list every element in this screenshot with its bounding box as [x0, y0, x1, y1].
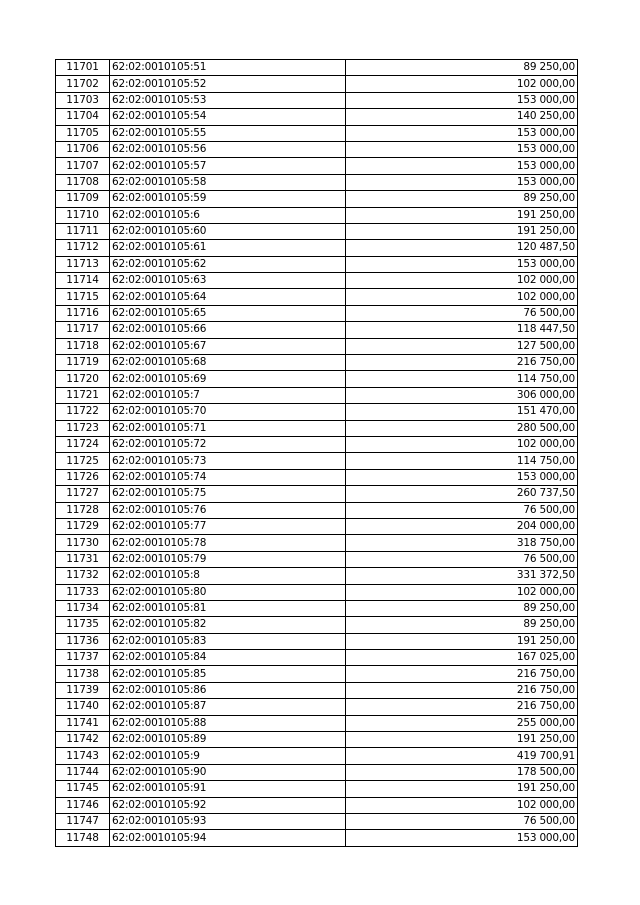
row-number-cell: 11739	[56, 682, 110, 698]
row-number-cell: 11720	[56, 371, 110, 387]
table-row	[56, 650, 578, 666]
cadastral-number-cell: 62:02:0010105:7	[110, 387, 346, 403]
table-row	[56, 158, 578, 174]
row-number-cell: 11729	[56, 518, 110, 534]
value-cell: 191 250,00	[346, 207, 578, 223]
row-number-cell: 11707	[56, 158, 110, 174]
cadastral-number-cell: 62:02:0010105:80	[110, 584, 346, 600]
row-number-cell: 11719	[56, 355, 110, 371]
value-cell: 102 000,00	[346, 273, 578, 289]
value-cell: 216 750,00	[346, 699, 578, 715]
cadastral-number-cell: 62:02:0010105:86	[110, 682, 346, 698]
table-row	[56, 289, 578, 305]
value-cell: 114 750,00	[346, 453, 578, 469]
table-row	[56, 633, 578, 649]
cadastral-number-cell: 62:02:0010105:52	[110, 76, 346, 92]
table-row	[56, 813, 578, 829]
cadastral-number-cell: 62:02:0010105:53	[110, 92, 346, 108]
value-cell: 102 000,00	[346, 584, 578, 600]
table-row	[56, 305, 578, 321]
table-row	[56, 191, 578, 207]
value-cell: 102 000,00	[346, 289, 578, 305]
cadastral-number-cell: 62:02:0010105:83	[110, 633, 346, 649]
value-cell: 204 000,00	[346, 518, 578, 534]
registry-table	[55, 59, 578, 847]
row-number-cell: 11748	[56, 830, 110, 846]
table-row	[56, 404, 578, 420]
cadastral-number-cell: 62:02:0010105:90	[110, 764, 346, 780]
cadastral-number-cell: 62:02:0010105:73	[110, 453, 346, 469]
value-cell: 260 737,50	[346, 486, 578, 502]
cadastral-number-cell: 62:02:0010105:63	[110, 273, 346, 289]
row-number-cell: 11724	[56, 436, 110, 452]
cadastral-number-cell: 62:02:0010105:57	[110, 158, 346, 174]
table-row	[56, 535, 578, 551]
row-number-cell: 11709	[56, 191, 110, 207]
row-number-cell: 11718	[56, 338, 110, 354]
row-number-cell: 11721	[56, 387, 110, 403]
cadastral-number-cell: 62:02:0010105:74	[110, 469, 346, 485]
value-cell: 102 000,00	[346, 436, 578, 452]
cadastral-number-cell: 62:02:0010105:72	[110, 436, 346, 452]
row-number-cell: 11722	[56, 404, 110, 420]
cadastral-number-cell: 62:02:0010105:9	[110, 748, 346, 764]
table-row	[56, 666, 578, 682]
cadastral-number-cell: 62:02:0010105:81	[110, 600, 346, 616]
cadastral-number-cell: 62:02:0010105:82	[110, 617, 346, 633]
cadastral-number-cell: 62:02:0010105:78	[110, 535, 346, 551]
table-row	[56, 568, 578, 584]
row-number-cell: 11737	[56, 650, 110, 666]
row-number-cell: 11744	[56, 764, 110, 780]
cadastral-number-cell: 62:02:0010105:54	[110, 109, 346, 125]
cadastral-number-cell: 62:02:0010105:55	[110, 125, 346, 141]
table-row	[56, 109, 578, 125]
row-number-cell: 11730	[56, 535, 110, 551]
cadastral-number-cell: 62:02:0010105:58	[110, 174, 346, 190]
value-cell: 331 372,50	[346, 568, 578, 584]
row-number-cell: 11733	[56, 584, 110, 600]
value-cell: 318 750,00	[346, 535, 578, 551]
table-row	[56, 551, 578, 567]
table-row	[56, 387, 578, 403]
table-row	[56, 453, 578, 469]
value-cell: 120 487,50	[346, 240, 578, 256]
table-row	[56, 76, 578, 92]
table-row	[56, 715, 578, 731]
row-number-cell: 11710	[56, 207, 110, 223]
value-cell: 76 500,00	[346, 813, 578, 829]
value-cell: 118 447,50	[346, 322, 578, 338]
table-row	[56, 830, 578, 846]
cadastral-number-cell: 62:02:0010105:6	[110, 207, 346, 223]
cadastral-number-cell: 62:02:0010105:69	[110, 371, 346, 387]
registry-table-body	[56, 60, 578, 847]
value-cell: 140 250,00	[346, 109, 578, 125]
cadastral-number-cell: 62:02:0010105:67	[110, 338, 346, 354]
cadastral-number-cell: 62:02:0010105:61	[110, 240, 346, 256]
value-cell: 153 000,00	[346, 141, 578, 157]
cadastral-number-cell: 62:02:0010105:88	[110, 715, 346, 731]
table-row	[56, 256, 578, 272]
table-row	[56, 748, 578, 764]
value-cell: 89 250,00	[346, 60, 578, 76]
row-number-cell: 11705	[56, 125, 110, 141]
table-row	[56, 207, 578, 223]
cadastral-number-cell: 62:02:0010105:66	[110, 322, 346, 338]
value-cell: 76 500,00	[346, 551, 578, 567]
table-row	[56, 764, 578, 780]
table-row	[56, 60, 578, 76]
cadastral-number-cell: 62:02:0010105:8	[110, 568, 346, 584]
value-cell: 76 500,00	[346, 305, 578, 321]
table-row	[56, 355, 578, 371]
table-row	[56, 436, 578, 452]
table-row	[56, 92, 578, 108]
value-cell: 178 500,00	[346, 764, 578, 780]
value-cell: 102 000,00	[346, 76, 578, 92]
cadastral-number-cell: 62:02:0010105:51	[110, 60, 346, 76]
row-number-cell: 11717	[56, 322, 110, 338]
value-cell: 153 000,00	[346, 256, 578, 272]
value-cell: 153 000,00	[346, 92, 578, 108]
value-cell: 127 500,00	[346, 338, 578, 354]
cadastral-number-cell: 62:02:0010105:65	[110, 305, 346, 321]
value-cell: 153 000,00	[346, 469, 578, 485]
row-number-cell: 11708	[56, 174, 110, 190]
table-row	[56, 223, 578, 239]
table-row	[56, 322, 578, 338]
cadastral-number-cell: 62:02:0010105:89	[110, 732, 346, 748]
table-row	[56, 617, 578, 633]
row-number-cell: 11706	[56, 141, 110, 157]
value-cell: 89 250,00	[346, 600, 578, 616]
table-row	[56, 125, 578, 141]
row-number-cell: 11742	[56, 732, 110, 748]
cadastral-number-cell: 62:02:0010105:84	[110, 650, 346, 666]
row-number-cell: 11701	[56, 60, 110, 76]
row-number-cell: 11735	[56, 617, 110, 633]
value-cell: 89 250,00	[346, 617, 578, 633]
table-row	[56, 732, 578, 748]
cadastral-number-cell: 62:02:0010105:77	[110, 518, 346, 534]
cadastral-number-cell: 62:02:0010105:71	[110, 420, 346, 436]
table-row	[56, 486, 578, 502]
value-cell: 191 250,00	[346, 633, 578, 649]
row-number-cell: 11747	[56, 813, 110, 829]
row-number-cell: 11714	[56, 273, 110, 289]
cadastral-number-cell: 62:02:0010105:91	[110, 781, 346, 797]
table-row	[56, 273, 578, 289]
table-row	[56, 240, 578, 256]
table-row	[56, 141, 578, 157]
value-cell: 216 750,00	[346, 666, 578, 682]
value-cell: 153 000,00	[346, 174, 578, 190]
row-number-cell: 11725	[56, 453, 110, 469]
value-cell: 306 000,00	[346, 387, 578, 403]
cadastral-number-cell: 62:02:0010105:92	[110, 797, 346, 813]
value-cell: 76 500,00	[346, 502, 578, 518]
cadastral-number-cell: 62:02:0010105:68	[110, 355, 346, 371]
table-row	[56, 797, 578, 813]
cadastral-number-cell: 62:02:0010105:93	[110, 813, 346, 829]
value-cell: 191 250,00	[346, 781, 578, 797]
value-cell: 153 000,00	[346, 125, 578, 141]
row-number-cell: 11731	[56, 551, 110, 567]
table-row	[56, 502, 578, 518]
row-number-cell: 11746	[56, 797, 110, 813]
table-row	[56, 174, 578, 190]
row-number-cell: 11745	[56, 781, 110, 797]
table-row	[56, 469, 578, 485]
row-number-cell: 11715	[56, 289, 110, 305]
row-number-cell: 11711	[56, 223, 110, 239]
value-cell: 255 000,00	[346, 715, 578, 731]
cadastral-number-cell: 62:02:0010105:56	[110, 141, 346, 157]
table-row	[56, 518, 578, 534]
row-number-cell: 11716	[56, 305, 110, 321]
value-cell: 280 500,00	[346, 420, 578, 436]
cadastral-number-cell: 62:02:0010105:64	[110, 289, 346, 305]
table-row	[56, 600, 578, 616]
value-cell: 419 700,91	[346, 748, 578, 764]
value-cell: 216 750,00	[346, 682, 578, 698]
value-cell: 167 025,00	[346, 650, 578, 666]
value-cell: 151 470,00	[346, 404, 578, 420]
row-number-cell: 11702	[56, 76, 110, 92]
cadastral-number-cell: 62:02:0010105:94	[110, 830, 346, 846]
row-number-cell: 11703	[56, 92, 110, 108]
row-number-cell: 11738	[56, 666, 110, 682]
row-number-cell: 11743	[56, 748, 110, 764]
table-row	[56, 699, 578, 715]
cadastral-number-cell: 62:02:0010105:79	[110, 551, 346, 567]
cadastral-number-cell: 62:02:0010105:87	[110, 699, 346, 715]
row-number-cell: 11740	[56, 699, 110, 715]
table-row	[56, 420, 578, 436]
row-number-cell: 11736	[56, 633, 110, 649]
cadastral-number-cell: 62:02:0010105:85	[110, 666, 346, 682]
table-row	[56, 371, 578, 387]
table-row	[56, 584, 578, 600]
cadastral-number-cell: 62:02:0010105:59	[110, 191, 346, 207]
row-number-cell: 11726	[56, 469, 110, 485]
cadastral-number-cell: 62:02:0010105:76	[110, 502, 346, 518]
row-number-cell: 11728	[56, 502, 110, 518]
row-number-cell: 11704	[56, 109, 110, 125]
value-cell: 191 250,00	[346, 732, 578, 748]
cadastral-number-cell: 62:02:0010105:60	[110, 223, 346, 239]
row-number-cell: 11741	[56, 715, 110, 731]
value-cell: 102 000,00	[346, 797, 578, 813]
row-number-cell: 11723	[56, 420, 110, 436]
value-cell: 216 750,00	[346, 355, 578, 371]
row-number-cell: 11713	[56, 256, 110, 272]
cadastral-number-cell: 62:02:0010105:62	[110, 256, 346, 272]
table-row	[56, 682, 578, 698]
table-row	[56, 781, 578, 797]
row-number-cell: 11727	[56, 486, 110, 502]
row-number-cell: 11732	[56, 568, 110, 584]
value-cell: 191 250,00	[346, 223, 578, 239]
row-number-cell: 11712	[56, 240, 110, 256]
value-cell: 89 250,00	[346, 191, 578, 207]
row-number-cell: 11734	[56, 600, 110, 616]
cadastral-number-cell: 62:02:0010105:70	[110, 404, 346, 420]
value-cell: 153 000,00	[346, 830, 578, 846]
value-cell: 153 000,00	[346, 158, 578, 174]
cadastral-number-cell: 62:02:0010105:75	[110, 486, 346, 502]
value-cell: 114 750,00	[346, 371, 578, 387]
table-row	[56, 338, 578, 354]
